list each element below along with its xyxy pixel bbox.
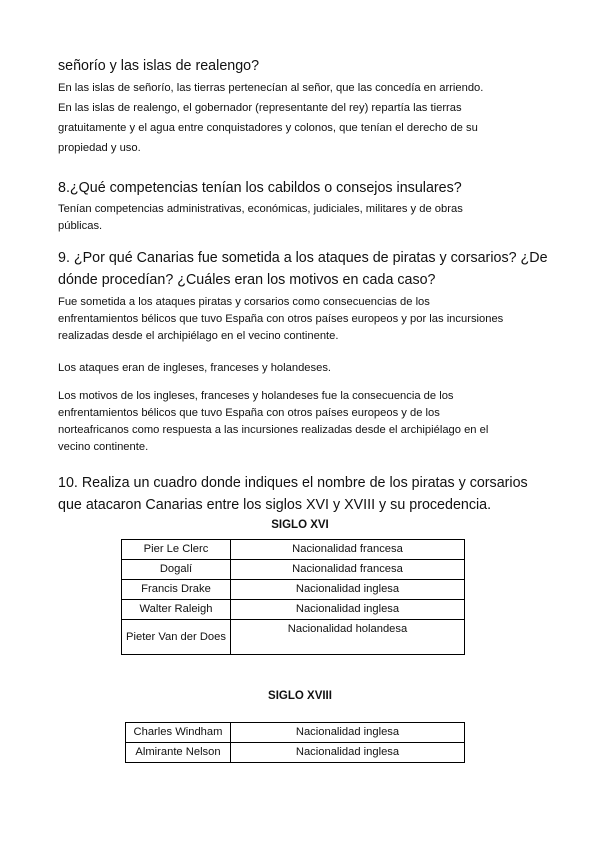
question-10	[58, 472, 558, 516]
answer-7-line: propiedad y uso.	[58, 142, 141, 154]
answer-7-line: gratuitamente y el agua entre conquistadores y colonos, que tenían el derecho de su	[58, 122, 478, 134]
table-row	[122, 620, 465, 655]
pirate-name: Dogalí	[122, 560, 231, 580]
table-xviii-title: SIGLO XVIII	[268, 690, 332, 702]
pirate-name: Pier Le Clerc	[122, 540, 231, 560]
pirate-name: Almirante Nelson	[126, 743, 231, 763]
answer-9-line: Los motivos de los ingleses, franceses y holandeses fue la consecuencia de los	[58, 390, 454, 402]
table-xvi-title: SIGLO XVI	[271, 519, 329, 531]
pirate-nationality: Nacionalidad inglesa	[231, 600, 465, 620]
pirate-nationality: Nacionalidad inglesa	[231, 743, 465, 763]
table-row	[122, 600, 465, 620]
answer-9-line: enfrentamientos bélicos que tuvo España con otros países europeos y de los	[58, 407, 440, 419]
pirate-nationality: Nacionalidad holandesa	[231, 620, 465, 655]
answer-7-line: En las islas de realengo, el gobernador (representante del rey) repartía las tierras	[58, 102, 462, 114]
table-row	[126, 743, 465, 763]
pirate-name: Francis Drake	[122, 580, 231, 600]
answer-9-paragraph-3	[58, 388, 548, 456]
pirate-nationality: Nacionalidad inglesa	[231, 723, 465, 743]
answer-7-line: En las islas de señorío, las tierras pertenecían al señor, que las concedía en arriendo.	[58, 82, 484, 94]
question-10-line: que atacaron Canarias entre los siglos XVI y XVIII y su procedencia.	[58, 497, 492, 513]
answer-8-line: públicas.	[58, 220, 103, 232]
question-9-line: dónde procedían? ¿Cuáles eran los motivos en cada caso?	[58, 272, 436, 288]
question-9-line: 9. ¿Por qué Canarias fue sometida a los ataques de piratas y corsarios? ¿De	[58, 250, 548, 266]
pirates-table-xvi	[121, 539, 465, 655]
pirate-name: Pieter Van der Does	[122, 620, 231, 655]
answer-9-line: enfrentamientos bélicos que tuvo España con otros países europeos y por las incursiones	[58, 313, 504, 325]
answer-9-line: norteafricanos como respuesta a las incursiones realizadas desde el archipiélago en el	[58, 424, 489, 436]
answer-9-line: Fue sometida a los ataques piratas y corsarios como consecuencias de los	[58, 296, 430, 308]
question-7-tail: señorío y las islas de realengo?	[58, 58, 260, 74]
answer-7	[58, 78, 548, 158]
pirates-table-xviii	[125, 722, 465, 763]
question-8: 8.¿Qué competencias tenían los cabildos o consejos insulares?	[58, 180, 462, 196]
question-10-line: 10. Realiza un cuadro donde indiques el nombre de los piratas y corsarios	[58, 475, 528, 491]
answer-9-paragraph-2: Los ataques eran de ingleses, franceses y holandeses.	[58, 362, 332, 374]
pirate-nationality: Nacionalidad francesa	[231, 540, 465, 560]
answer-9-line: realizadas desde el archipiélago en el vecino continente.	[58, 330, 339, 342]
pirate-name: Charles Windham	[126, 723, 231, 743]
pirate-nationality: Nacionalidad inglesa	[231, 580, 465, 600]
table-row	[122, 560, 465, 580]
table-row	[122, 540, 465, 560]
pirate-name: Walter Raleigh	[122, 600, 231, 620]
answer-8-line: Tenían competencias administrativas, económicas, judiciales, militares y de obras	[58, 203, 463, 215]
pirate-nationality: Nacionalidad francesa	[231, 560, 465, 580]
table-row	[122, 580, 465, 600]
answer-8	[58, 201, 548, 235]
answer-9-line: vecino continente.	[58, 441, 149, 453]
answer-9-paragraph-1	[58, 294, 548, 345]
question-9	[58, 247, 558, 291]
table-row	[126, 723, 465, 743]
